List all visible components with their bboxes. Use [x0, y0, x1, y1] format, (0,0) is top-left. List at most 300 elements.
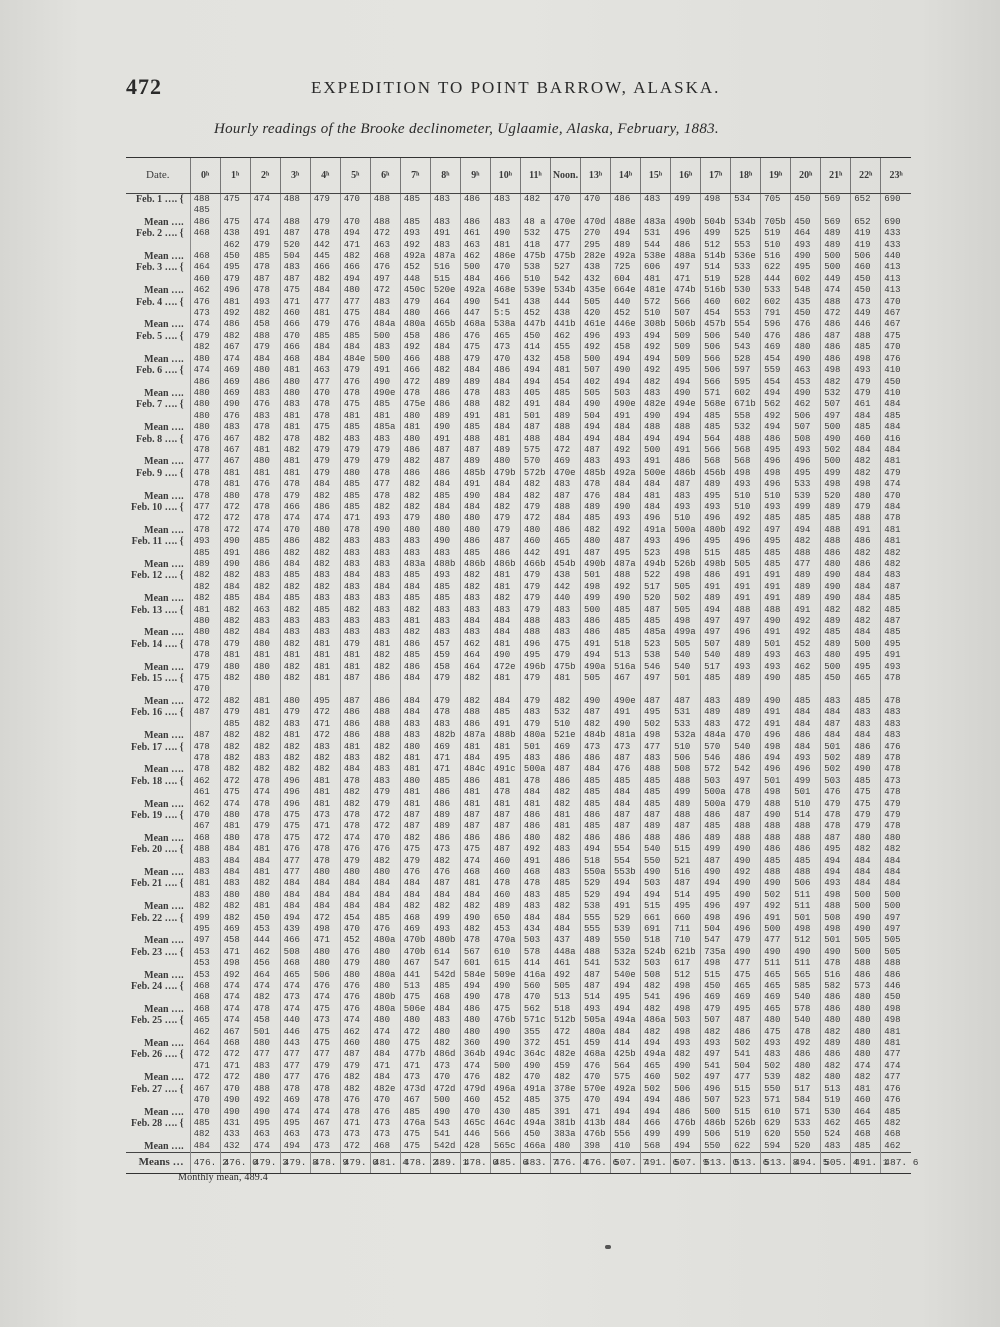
table-cell: 484 — [490, 696, 520, 707]
table-cell: 492 — [611, 525, 641, 536]
table-cell: 564 — [701, 434, 731, 445]
table-cell: 487 — [520, 422, 550, 433]
table-cell: 477 — [791, 559, 821, 570]
table-cell: 514b — [701, 251, 731, 262]
table-cell: 461 — [851, 399, 881, 410]
table-cell: 479 — [821, 799, 851, 810]
table-cell: 437 — [550, 935, 580, 946]
table-cell: 482 — [310, 434, 340, 445]
table-cell: 485 — [881, 1107, 911, 1118]
table-cell: 479 — [340, 856, 370, 867]
table-cell — [761, 684, 791, 695]
table-cell: 498 — [881, 1015, 911, 1026]
table-cell: 484 — [881, 878, 911, 889]
table-cell: 480 — [280, 377, 310, 388]
table-cell: 490 — [761, 878, 791, 889]
table-cell: 486 — [580, 810, 610, 821]
table-cell: 487 — [280, 274, 310, 285]
table-cell: 493 — [851, 365, 881, 376]
table-cell: 430 — [490, 1107, 520, 1118]
table-cell: 478 — [580, 479, 610, 490]
table-cell: 474b — [671, 285, 701, 296]
table-cell: 484 — [550, 924, 580, 935]
row-label: Mean …. — [144, 1140, 184, 1152]
table-cell: 486 — [220, 319, 250, 330]
row-label: Mean …. — [144, 1003, 184, 1015]
table-cell: 710 — [671, 935, 701, 946]
table-cell: 484b — [580, 730, 610, 741]
table-cell: 528 — [731, 354, 761, 365]
table-cell: 488 — [761, 799, 791, 810]
table-cell: 476 — [340, 377, 370, 388]
table-cell: 495 — [791, 262, 821, 273]
table-cell: 496 — [671, 536, 701, 547]
table-cell — [340, 205, 370, 216]
table-cell: 476b — [490, 1015, 520, 1026]
table-cell: 489 — [430, 821, 460, 832]
table-cell: 533 — [761, 285, 791, 296]
table-cell: 491 — [550, 548, 580, 559]
table-cell: 617 — [671, 958, 701, 969]
table-cell: 480 — [460, 1015, 490, 1026]
table-cell: 414 — [611, 1038, 641, 1049]
table-cell: 494c — [490, 1049, 520, 1060]
table-cell: 488a — [671, 251, 701, 262]
table-cell: 490 — [851, 764, 881, 775]
table-row — [126, 992, 911, 1003]
table-cell: 484 — [340, 890, 370, 901]
table-cell: 487 — [280, 228, 310, 239]
table-cell: 364c — [520, 1049, 550, 1060]
table-cell: 496 — [731, 913, 761, 924]
table-cell: 478 — [340, 776, 370, 787]
table-cell: 472 — [731, 719, 761, 730]
table-row — [126, 776, 911, 787]
table-row — [126, 217, 911, 228]
table-cell: 489 — [821, 228, 851, 239]
table-cell: 503 — [641, 958, 671, 969]
table-cell: 485 — [791, 673, 821, 684]
table-cell: 490b — [580, 559, 610, 570]
table-cell: 483 — [520, 901, 550, 912]
table-cell: 450 — [881, 992, 911, 1003]
table-cell: 502 — [731, 1038, 761, 1049]
table-cell: 500 — [821, 262, 851, 273]
table-cell: 484 — [280, 901, 310, 912]
table-row — [126, 1072, 911, 1083]
table-cell: 478 — [190, 479, 220, 490]
table-cell: 477 — [881, 1049, 911, 1060]
table-cell: 490 — [370, 377, 400, 388]
table-cell: 462 — [881, 1141, 911, 1153]
table-cell: 584e — [460, 970, 490, 981]
table-cell: 491 — [731, 582, 761, 593]
table-cell: 486 — [460, 719, 490, 730]
table-cell: 478 — [490, 878, 520, 889]
table-cell: 497 — [671, 262, 701, 273]
table-cell: 486 — [460, 833, 490, 844]
table-cell: 477 — [310, 1049, 340, 1060]
table-cell: 511 — [791, 901, 821, 912]
table-cell: 480 — [250, 662, 280, 673]
table-cell: 482 — [490, 502, 520, 513]
table-cell: 495 — [851, 650, 881, 661]
table-cell: 482 — [460, 570, 490, 581]
table-cell: 498 — [821, 479, 851, 490]
table-cell: 486 — [310, 502, 340, 513]
table-cell: 485 — [761, 548, 791, 559]
table-cell: 472 — [550, 445, 580, 456]
table-cell: 470 — [190, 684, 220, 695]
table-cell — [400, 205, 430, 216]
table-row — [126, 764, 911, 775]
table-cell: 490 — [430, 1107, 460, 1118]
table-cell: 485 — [641, 776, 671, 787]
table-cell: 480 — [250, 1038, 280, 1049]
table-cell: 471 — [340, 240, 370, 251]
table-cell: 474 — [250, 525, 280, 536]
table-cell: 499 — [701, 228, 731, 239]
table-cell: 478 — [400, 388, 430, 399]
table-cell: 482 — [430, 1038, 460, 1049]
table-cell: 449 — [821, 274, 851, 285]
table-cell: 484 — [851, 593, 881, 604]
table-cell: 481 — [490, 742, 520, 753]
table-cell: 511 — [791, 890, 821, 901]
table-cell: 500 — [580, 605, 610, 616]
table-cell: 488 — [520, 627, 550, 638]
table-cell: 490 — [220, 399, 250, 410]
table-cell: 452 — [400, 262, 430, 273]
table-cell: 465 — [761, 981, 791, 992]
table-cell: 482 — [490, 593, 520, 604]
table-cell: 500 — [821, 662, 851, 673]
table-cell: 479 — [851, 821, 881, 832]
table-cell: 473 — [370, 1118, 400, 1129]
table-cell: 484 — [430, 890, 460, 901]
table-cell: 475 — [400, 992, 430, 1003]
table-cell: 475 — [280, 821, 310, 832]
table-cell: 491 — [761, 913, 791, 924]
table-cell: 484 — [370, 901, 400, 912]
table-cell: 474 — [220, 799, 250, 810]
table-cell: 462 — [340, 1027, 370, 1038]
table-cell: 482 — [821, 605, 851, 616]
table-cell: 482 — [370, 502, 400, 513]
table-cell: 473 — [190, 308, 220, 319]
table-cell: 497 — [821, 411, 851, 422]
table-cell: 481 — [310, 673, 340, 684]
table-cell: 474 — [220, 992, 250, 1003]
table-cell: 480 — [791, 342, 821, 353]
table-cell: 506 — [671, 1084, 701, 1095]
table-cell: 450 — [851, 274, 881, 285]
table-cell: 494 — [641, 331, 671, 342]
table-cell: 465 — [641, 1061, 671, 1072]
table-cell: 480 — [851, 1049, 881, 1060]
table-cell: 485 — [851, 696, 881, 707]
table-cell: 465b — [430, 319, 460, 330]
table-cell: 533 — [671, 719, 701, 730]
table-cell: 488 — [821, 297, 851, 308]
table-cell: 486 — [430, 833, 460, 844]
table-cell: 489 — [611, 240, 641, 251]
table-cell: 480 — [460, 1027, 490, 1038]
table-cell: 481 — [851, 1084, 881, 1095]
table-cell: 482 — [340, 1072, 370, 1083]
row-label: Feb. 20 …. { — [131, 844, 184, 856]
table-cell: 473 — [340, 1129, 370, 1140]
table-cell: 488 — [370, 719, 400, 730]
table-cell: 480 — [821, 1072, 851, 1083]
table-cell: 490 — [460, 491, 490, 502]
table-cell: 532 — [731, 422, 761, 433]
table-cell: 482 — [250, 730, 280, 741]
table-cell: 487 — [701, 856, 731, 867]
table-cell: 531 — [671, 707, 701, 718]
table-cell: 482 — [881, 844, 911, 855]
table-cell: 475b — [550, 251, 580, 262]
table-cell: 488 — [671, 810, 701, 821]
table-cell: 500 — [881, 901, 911, 912]
table-cell: 483 — [400, 719, 430, 730]
row-label: Feb. 28 …. { — [131, 1117, 184, 1129]
table-cell: 480 — [851, 1015, 881, 1026]
table-cell: 513 — [611, 650, 641, 661]
ink-speck — [605, 1245, 611, 1249]
table-cell: 470 — [731, 730, 761, 741]
table-cell: 483 — [340, 627, 370, 638]
table-cell — [310, 205, 340, 216]
table-cell: 486 — [791, 1049, 821, 1060]
table-cell: 486 — [580, 753, 610, 764]
table-cell: 481 — [190, 878, 220, 889]
table-cell: 482 — [340, 251, 370, 262]
table-cell: 488 — [671, 422, 701, 433]
table-cell: 488 — [671, 776, 701, 787]
table-cell: 494a — [520, 1118, 550, 1129]
table-cell: 492 — [220, 308, 250, 319]
table-cell: 491a — [641, 525, 671, 536]
table-cell: 482 — [190, 593, 220, 604]
table-cell: 491 — [460, 411, 490, 422]
table-cell: 505 — [881, 947, 911, 958]
table-cell: 496 — [671, 228, 701, 239]
table-cell: 499 — [701, 844, 731, 855]
table-cell: 490 — [580, 696, 610, 707]
table-row — [126, 867, 911, 878]
table-cell: 500 — [851, 901, 881, 912]
table-cell: 491 — [731, 593, 761, 604]
table-cell: 564 — [611, 1061, 641, 1072]
table-cell: 486 — [250, 548, 280, 559]
table-cell: 482 — [340, 605, 370, 616]
table-cell: 478 — [520, 776, 550, 787]
table-cell: 572b — [520, 468, 550, 479]
table-cell: 475 — [550, 639, 580, 650]
table-cell: 375 — [550, 1095, 580, 1106]
table-cell: 502 — [641, 719, 671, 730]
row-label — [126, 650, 190, 661]
table-cell: 487 — [430, 456, 460, 467]
table-row — [126, 707, 911, 718]
table-cell: 491c — [490, 764, 520, 775]
table-cell: 487 — [671, 821, 701, 832]
table-cell: 473 — [400, 1072, 430, 1083]
table-cell: 486 — [490, 548, 520, 559]
table-cell: 480a — [370, 970, 400, 981]
table-cell: 465 — [280, 970, 310, 981]
table-cell: 482 — [851, 456, 881, 467]
table-cell: 481 — [340, 411, 370, 422]
table-cell: 479 — [851, 388, 881, 399]
table-cell: 492a — [611, 468, 641, 479]
table-cell: 505 — [580, 297, 610, 308]
table-cell: 494 — [641, 354, 671, 365]
table-cell: 501 — [791, 787, 821, 798]
table-cell: 512 — [671, 970, 701, 981]
table-cell: 487 — [250, 274, 280, 285]
table-cell: 482 — [280, 445, 310, 456]
table-cell: 486 — [430, 799, 460, 810]
table-cell: 485 — [881, 593, 911, 604]
table-cell: 484 — [520, 787, 550, 798]
table-cell: 496 — [671, 992, 701, 1003]
table-cell: 489 — [490, 901, 520, 912]
table-cell: 478 — [881, 821, 911, 832]
table-cell: 498 — [821, 924, 851, 935]
table-row — [126, 342, 911, 353]
table-cell: 484 — [370, 308, 400, 319]
table-cell: 497 — [881, 913, 911, 924]
table-cell: 480 — [430, 1027, 460, 1038]
table-cell: 456 — [250, 958, 280, 969]
table-cell: 410 — [611, 1141, 641, 1153]
table-cell: 480 — [490, 456, 520, 467]
table-cell: 486 — [340, 730, 370, 741]
table-cell: 478 — [250, 776, 280, 787]
row-label — [126, 582, 190, 593]
table-cell: 485 — [430, 981, 460, 992]
table-cell: 473 — [430, 1061, 460, 1072]
table-cell: 478 — [881, 753, 911, 764]
table-cell: 497 — [701, 616, 731, 627]
table-cell: 602 — [731, 297, 761, 308]
table-cell: 508 — [671, 764, 701, 775]
table-cell: 482 — [550, 901, 580, 912]
table-cell: 664e — [611, 285, 641, 296]
table-cell: 478 — [881, 787, 911, 798]
column-header-hour: 10ʰ — [490, 158, 520, 194]
table-cell: 481 — [881, 456, 911, 467]
table-cell: 482 — [641, 1027, 671, 1038]
table-cell: 468 — [190, 992, 220, 1003]
table-cell: 479 — [310, 1061, 340, 1072]
table-cell: 478 — [190, 445, 220, 456]
table-cell: 485 — [881, 627, 911, 638]
table-row — [126, 205, 911, 216]
table-cell: 486 — [821, 342, 851, 353]
column-header-hour: 21ʰ — [821, 158, 851, 194]
table-cell: 550 — [641, 856, 671, 867]
table-row — [126, 1129, 911, 1140]
table-cell: 476 — [400, 867, 430, 878]
table-cell: 489 — [821, 616, 851, 627]
table-cell: 475 — [851, 787, 881, 798]
table-cell: 479 — [310, 468, 340, 479]
table-cell: 488 — [641, 764, 671, 775]
table-cell: 484 — [791, 707, 821, 718]
table-cell: 470 — [220, 1084, 250, 1095]
table-cell: 480 — [250, 456, 280, 467]
row-label: Mean …. — [144, 559, 184, 570]
table-cell: 482 — [280, 753, 310, 764]
table-cell: 479 — [250, 342, 280, 353]
table-cell: 483 — [370, 434, 400, 445]
table-cell: 543 — [430, 1118, 460, 1129]
table-cell: 478 — [731, 787, 761, 798]
table-cell: 479 — [490, 525, 520, 536]
table-cell: 485 — [310, 331, 340, 342]
row-label — [126, 890, 190, 901]
table-cell: 484 — [611, 422, 641, 433]
table-cell: 485 — [611, 605, 641, 616]
table-cell: 541 — [490, 297, 520, 308]
table-row — [126, 285, 911, 296]
table-cell: 483 — [550, 867, 580, 878]
table-cell: 484 — [520, 913, 550, 924]
column-header-hour: 9ʰ — [460, 158, 490, 194]
row-label: Mean …. — [144, 387, 184, 399]
table-cell: 506 — [791, 878, 821, 889]
table-cell: 489. 1 — [430, 1153, 460, 1174]
table-cell: 481e — [641, 285, 671, 296]
table-cell: 483 — [370, 559, 400, 570]
table-cell: 484 — [851, 411, 881, 422]
table-cell: 488 — [550, 422, 580, 433]
table-cell: 490 — [460, 297, 490, 308]
row-label — [126, 856, 190, 867]
row-label — [126, 992, 190, 1003]
table-cell: 532 — [611, 958, 641, 969]
table-cell: 476 — [340, 992, 370, 1003]
table-cell: 498 — [731, 468, 761, 479]
table-cell: 499 — [791, 776, 821, 787]
row-label: Feb. 21 …. { — [131, 878, 184, 890]
table-cell: 515 — [701, 970, 731, 981]
table-cell: 483 — [460, 593, 490, 604]
table-cell: 474 — [280, 1107, 310, 1118]
table-cell: 493 — [580, 1004, 610, 1015]
table-cell: 690 — [881, 194, 911, 206]
table-cell: 484 — [430, 479, 460, 490]
table-cell — [701, 205, 731, 216]
table-cell: 555 — [580, 924, 610, 935]
table-cell: 441b — [550, 319, 580, 330]
table-cell: 472 — [220, 1072, 250, 1083]
table-cell: 505 — [731, 559, 761, 570]
table-cell: 602 — [761, 297, 791, 308]
row-label — [126, 274, 190, 285]
table-cell: 495 — [701, 491, 731, 502]
table-cell: 470 — [881, 491, 911, 502]
table-cell: 507 — [791, 422, 821, 433]
table-cell: 470 — [460, 1107, 490, 1118]
row-label: Mean …. — [144, 798, 184, 810]
table-cell: 481 — [400, 764, 430, 775]
table-cell: 480 — [250, 1072, 280, 1083]
table-cell: 510 — [791, 799, 821, 810]
